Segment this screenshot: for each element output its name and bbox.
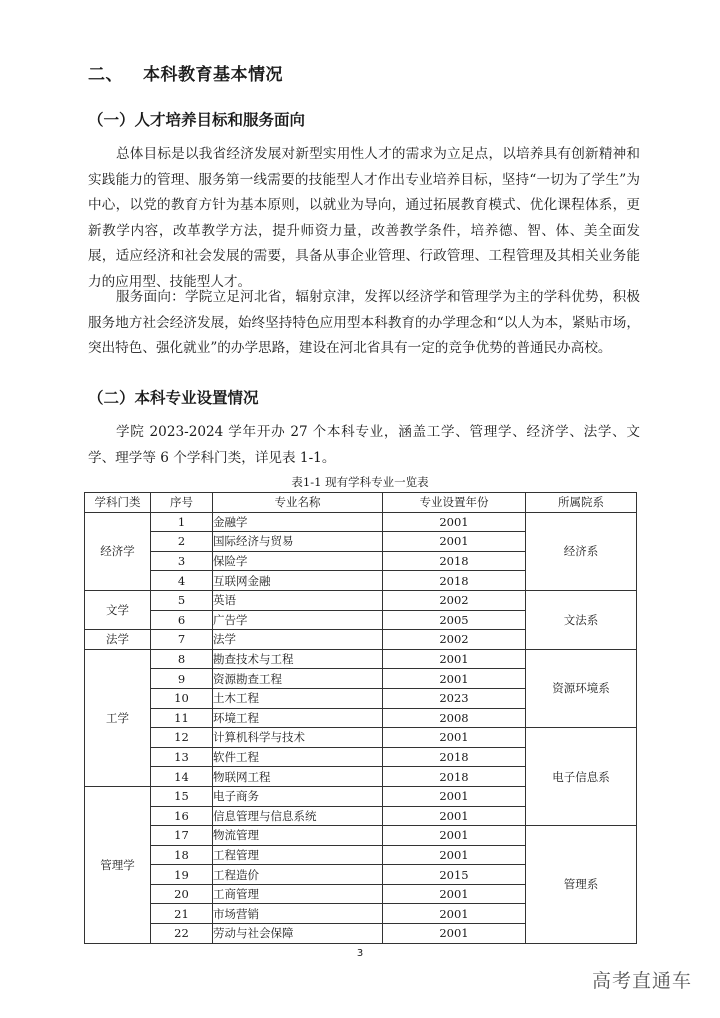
major-year: 2005 (383, 610, 526, 630)
major-name: 物联网工程 (213, 767, 383, 787)
row-number: 12 (151, 728, 213, 748)
discipline-cell: 工学 (85, 649, 151, 786)
major-name: 土木工程 (213, 688, 383, 708)
major-name: 保险学 (213, 551, 383, 571)
header-year: 专业设置年份 (383, 493, 526, 513)
discipline-cell: 经济学 (85, 512, 151, 590)
paragraph-overall-goal: 总体目标是以我省经济发展对新型实用性人才的需求为立足点，以培养具有创新精神和实践能力的管理、服务第一线需要的技能型人才作出专业培养目标，坚持“一切为了学生”为中心，以党的教育方针为基本原则，以就业为导向，通过拓展教育模式、优化课程体系，更新教学内容，改革教学方法，提升师资力量，改善教学条件，培养德、智、体、美全面发展，适应经济和社会发展的需要，具备从事企业管理、行政管理、工程管理及其相关业务能力的应用型、技能型人才。 (88, 146, 640, 290)
row-number: 4 (151, 571, 213, 591)
header-major-name: 专业名称 (213, 493, 383, 513)
major-name: 资源勘查工程 (213, 669, 383, 689)
major-year: 2001 (383, 512, 526, 532)
row-number: 20 (151, 884, 213, 904)
department-cell: 管理系 (526, 826, 637, 944)
row-number: 21 (151, 904, 213, 924)
row-number: 8 (151, 649, 213, 669)
major-name: 工商管理 (213, 884, 383, 904)
major-year: 2001 (383, 904, 526, 924)
major-year: 2001 (383, 786, 526, 806)
row-number: 13 (151, 747, 213, 767)
row-number: 2 (151, 532, 213, 552)
major-name: 计算机科学与技术 (213, 728, 383, 748)
row-number: 18 (151, 845, 213, 865)
major-year: 2015 (383, 865, 526, 885)
row-number: 17 (151, 826, 213, 846)
major-name: 电子商务 (213, 786, 383, 806)
table-caption: 表1-1 现有学科专业一览表 (291, 475, 429, 489)
header-discipline: 学科门类 (85, 493, 151, 513)
department-cell: 经济系 (526, 512, 637, 590)
major-name: 物流管理 (213, 826, 383, 846)
watermark-text: 高考直通车 (591, 970, 692, 992)
table-row (85, 649, 637, 669)
table-row (85, 826, 637, 846)
major-year: 2002 (383, 630, 526, 650)
header-department: 所属院系 (526, 493, 637, 513)
major-name: 英语 (213, 590, 383, 610)
department-cell: 资源环境系 (526, 649, 637, 727)
major-name: 金融学 (213, 512, 383, 532)
major-year: 2002 (383, 590, 526, 610)
major-year: 2001 (383, 845, 526, 865)
table-row (85, 728, 637, 748)
row-number: 16 (151, 806, 213, 826)
row-number: 7 (151, 630, 213, 650)
table-row (85, 512, 637, 532)
table-row (85, 590, 637, 610)
row-number: 22 (151, 924, 213, 944)
discipline-cell: 文学 (85, 590, 151, 629)
majors-table (84, 492, 637, 944)
major-name: 勘查技术与工程 (213, 649, 383, 669)
major-name: 工程管理 (213, 845, 383, 865)
major-name: 市场营销 (213, 904, 383, 924)
department-cell: 文法系 (526, 590, 637, 649)
major-name: 互联网金融 (213, 571, 383, 591)
row-number: 1 (151, 512, 213, 532)
major-name: 环境工程 (213, 708, 383, 728)
page-number: 3 (356, 948, 364, 959)
chapter-heading (88, 60, 283, 85)
paragraph-service-orientation: 服务面向：学院立足河北省，辐射京津，发挥以经济学和管理学为主的学科优势，积极服务地方社会经济发展，始终坚持特色应用型本科教育的办学理念和“以人为本，紧贴市场，突出特色、强化就业”的办学思路，建设在河北省具有一定的竞争优势的普通民办高校。 (88, 289, 640, 356)
major-year: 2023 (383, 688, 526, 708)
row-number: 15 (151, 786, 213, 806)
chapter-number: 二、 (88, 65, 123, 85)
major-year: 2018 (383, 747, 526, 767)
section-title-majors: （二）本科专业设置情况 (88, 389, 259, 407)
major-name: 工程造价 (213, 865, 383, 885)
major-year: 2001 (383, 728, 526, 748)
row-number: 6 (151, 610, 213, 630)
row-number: 3 (151, 551, 213, 571)
chapter-title: 本科教育基本情况 (143, 65, 283, 85)
major-name: 国际经济与贸易 (213, 532, 383, 552)
major-year: 2001 (383, 826, 526, 846)
major-year: 2008 (383, 708, 526, 728)
department-cell: 电子信息系 (526, 728, 637, 826)
row-number: 9 (151, 669, 213, 689)
row-number: 14 (151, 767, 213, 787)
major-name: 法学 (213, 630, 383, 650)
major-name: 广告学 (213, 610, 383, 630)
major-name: 软件工程 (213, 747, 383, 767)
header-number: 序号 (151, 493, 213, 513)
row-number: 19 (151, 865, 213, 885)
discipline-cell: 管理学 (85, 786, 151, 943)
major-year: 2001 (383, 649, 526, 669)
major-year: 2001 (383, 806, 526, 826)
major-year: 2001 (383, 924, 526, 944)
discipline-cell: 法学 (85, 630, 151, 650)
section-title-training-goals: （一）人才培养目标和服务面向 (88, 111, 306, 129)
major-name: 信息管理与信息系统 (213, 806, 383, 826)
row-number: 5 (151, 590, 213, 610)
paragraph-majors-summary: 学院 2023-2024 学年开办 27 个本科专业，涵盖工学、管理学、经济学、法学、文学、理学等 6 个学科门类，详见表 1-1。 (88, 424, 640, 466)
row-number: 10 (151, 688, 213, 708)
major-name: 劳动与社会保障 (213, 924, 383, 944)
row-number: 11 (151, 708, 213, 728)
major-year: 2018 (383, 551, 526, 571)
major-year: 2018 (383, 767, 526, 787)
major-year: 2001 (383, 884, 526, 904)
major-year: 2001 (383, 532, 526, 552)
table-header-row (85, 493, 637, 513)
major-year: 2018 (383, 571, 526, 591)
major-year: 2001 (383, 669, 526, 689)
